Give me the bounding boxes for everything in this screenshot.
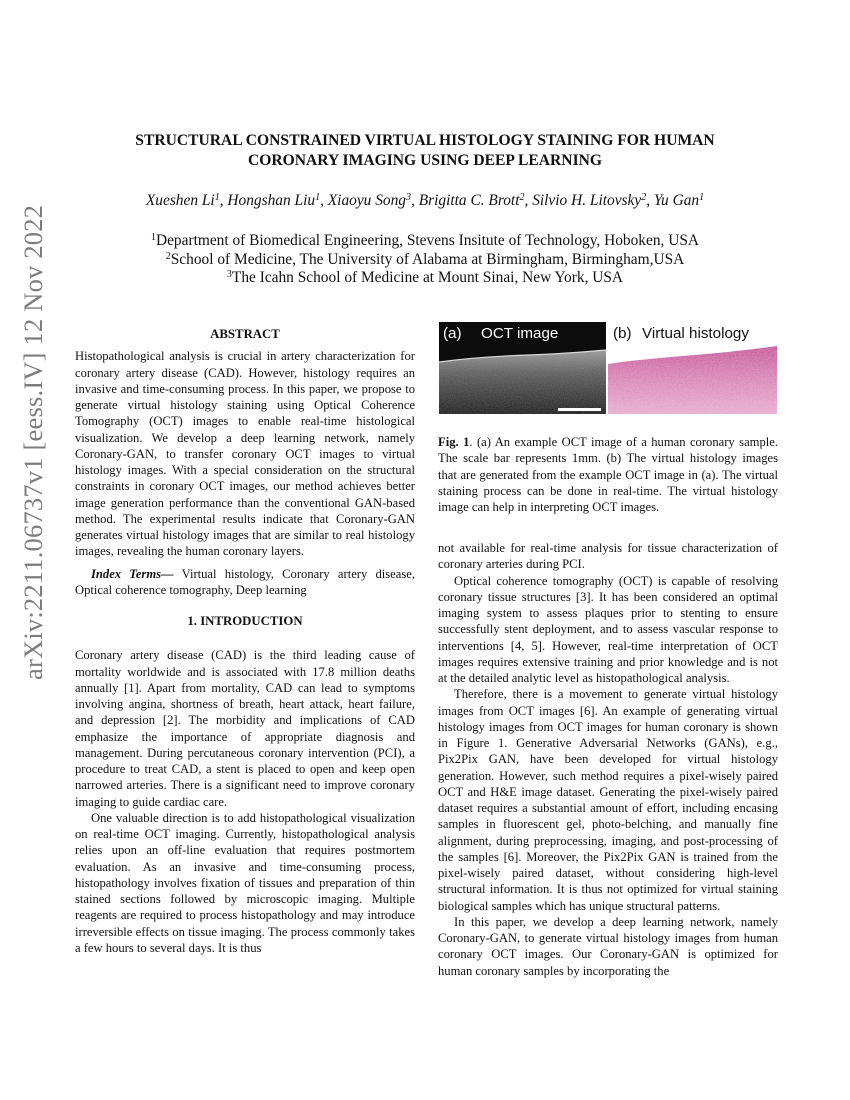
author-mark: 1 [699, 192, 705, 203]
affiliation [90, 269, 760, 288]
index-terms-text: Virtual histology, Coronary artery disease, Optical coherence tomography, Deep learning [75, 566, 416, 597]
panel-a-letter: (a) [443, 325, 462, 342]
abstract-heading: ABSTRACT [210, 327, 280, 341]
affiliation-mark: 2 [165, 250, 171, 262]
arxiv-identifier [18, 204, 68, 720]
right-paragraph-1: not available for real-time analysis for tissue characterization of coronary arteries during PCI. [438, 541, 778, 572]
affiliation-mark: 1 [150, 232, 156, 243]
virtual-histology-panel [608, 322, 777, 414]
title-line-1: STRUCTURAL CONSTRAINED VIRTUAL HISTOLOGY STAINING FOR HUMAN [135, 132, 715, 149]
author-name: Silvio H. Litovsky [532, 192, 642, 209]
right-paragraph-2: Optical coherence tomography (OCT) is capable of resolving coronary tissue structures [3]. It has been considered an optimal imaging system to assess plaques prior to stenting to ensure successfully stent deployment, and to assess vascular response to interventions [4, 5]. However, real-time interpretation of OCT images requires extensive training and prior knowledge and is not at the detailed analytic level as histopathological analysis. [438, 573, 778, 685]
affiliation [90, 232, 760, 251]
author-name: Xueshen Li [145, 192, 215, 209]
arxiv-identifier-text: arXiv:2211.06737v1 [eess.IV] 12 Nov 2022 [18, 204, 48, 680]
intro-paragraph-1: Coronary artery disease (CAD) is the third leading cause of mortality worldwide and is associated with 17.8 million deaths annually [1]. Apart from mortality, CAD can lead to symptoms involving angina, shortness of breath, heart attack, heart failure, and depression [2]. The morbidity and implications of CAD emphasize the importance of appropriate diagnosis and management. During percutaneous coronary intervention (PCI), a procedure to treat CAD, a stent is placed to open and keep open narrowed arteries. There is a significant need to improve coronary imaging to guide cardiac care. [75, 648, 415, 809]
caption-label: Fig. 1 [438, 435, 470, 449]
author-mark: 3 [406, 192, 412, 203]
introduction-heading: 1. INTRODUCTION [187, 614, 303, 628]
figure-1 [439, 322, 777, 414]
panel-a-title: OCT image [481, 325, 559, 342]
author-list: Xueshen Li$^1$, Hongshan Liu$^1$, Xiaoyu Song$^3$, Brigitta C. Brott$^2$, Silvio H. Litovsky$^2$, Yu Gan$^1$ [145, 192, 705, 209]
affiliation-text: School of Medicine, The University of Alabama at Birmingham, Birmingham,USA [170, 250, 685, 268]
author-mark: 1 [315, 192, 321, 203]
figure-caption [438, 434, 778, 515]
right-paragraph-4: In this paper, we develop a deep learning network, namely Coronary-GAN, to generate virtual histology images from human coronary OCT images. Our Coronary-GAN is optimized for human coronary samples by incorporating the [438, 914, 778, 978]
right-paragraph-3: Therefore, there is a movement to generate virtual histology images from OCT images [6]. An example of generating virtual histology images from OCT images for human coronary is shown in Figure 1. Generative Adversarial Networks (GANs), e.g., Pix2Pix GAN, have been developed for virtual histology generation. However, such method requires a pixel-wisely paired OCT and H&E image dataset. Generating the pixel-wisely paired dataset requires a substantial amount of effort, including encasing samples in fluorescent gel, photo-belching, and manually fine alignment, during preprocessing, imaging, and post-processing of the samples [6]. Moreover, the Pix2Pix GAN is trained from the pixel-wisely paired dataset, without considering high-level structural information. It is thus not optimized for virtual staining biological samples which has unique structural patterns. [438, 687, 778, 913]
affiliation [90, 251, 760, 270]
abstract-text: Histopathological analysis is crucial in artery characterization for coronary artery disease (CAD). However, histology requires an invasive and time-consuming process. In this paper, we propose to generate virtual histology staining using Optical Coherence Tomography (OCT) images to enable real-time histological visualization. We develop a deep learning network, namely Coronary-GAN, to transfer coronary OCT images to virtual histology images. With a special consideration on the structural constraints in coronary OCT images, our method achieves better image generation performance than the conventional GAN-based method. The experimental results indicate that Coronary-GAN generates virtual histology images that are similar to real histology images, revealing the human coronary layers. [75, 349, 415, 559]
caption-text: . (a) An example OCT image of a human coronary sample. The scale bar represents 1mm. (b) The virtual histology images that are generated from the example OCT image in (a). The virtual staining process can be done in real-time. The virtual histology image can help in interpreting OCT images. [438, 435, 778, 514]
panel-b-letter: (b) [613, 325, 632, 342]
author-name: Yu Gan [653, 192, 700, 209]
panel-b-title: Virtual histology [642, 325, 749, 342]
author-name: Hongshan Liu [227, 192, 316, 209]
index-terms [75, 566, 415, 599]
author-name: Xiaoyu Song [327, 192, 407, 209]
affiliation-text: Department of Biomedical Engineering, Stevens Insitute of Technology, Hoboken, USA [155, 232, 700, 249]
intro-paragraph-2: One valuable direction is to add histopathological visualization on real-time OCT imaging. Currently, histopathological analysis relies upon an off-line evaluation that requires postmortem evaluation. As an invasive and time-consuming process, histopathology involves fixation of tissues and preparation of thin stained sections followed by microscopic imaging. Multiple reagents are required to process histopathology and may introduce irreversible effects on tissue imaging. The process commonly takes a few hours to several days. It is thus [75, 810, 415, 955]
index-terms-label: Index Terms— [91, 566, 174, 581]
title-line-2: CORONARY IMAGING USING DEEP LEARNING [247, 152, 603, 169]
author-mark: 2 [641, 192, 647, 203]
author-mark: 1 [214, 192, 220, 203]
paper-title [90, 131, 760, 171]
affiliation-text: The Icahn School of Medicine at Mount Sinai, New York, USA [231, 269, 624, 286]
author-name: Brigitta C. Brott [418, 192, 520, 209]
affiliation-mark: 3 [226, 269, 232, 280]
left-column [75, 326, 415, 956]
right-column [438, 540, 778, 979]
oct-image-panel [439, 322, 606, 414]
affiliation-list [90, 232, 760, 288]
author-mark: 2 [519, 192, 525, 203]
scale-bar [558, 408, 601, 411]
